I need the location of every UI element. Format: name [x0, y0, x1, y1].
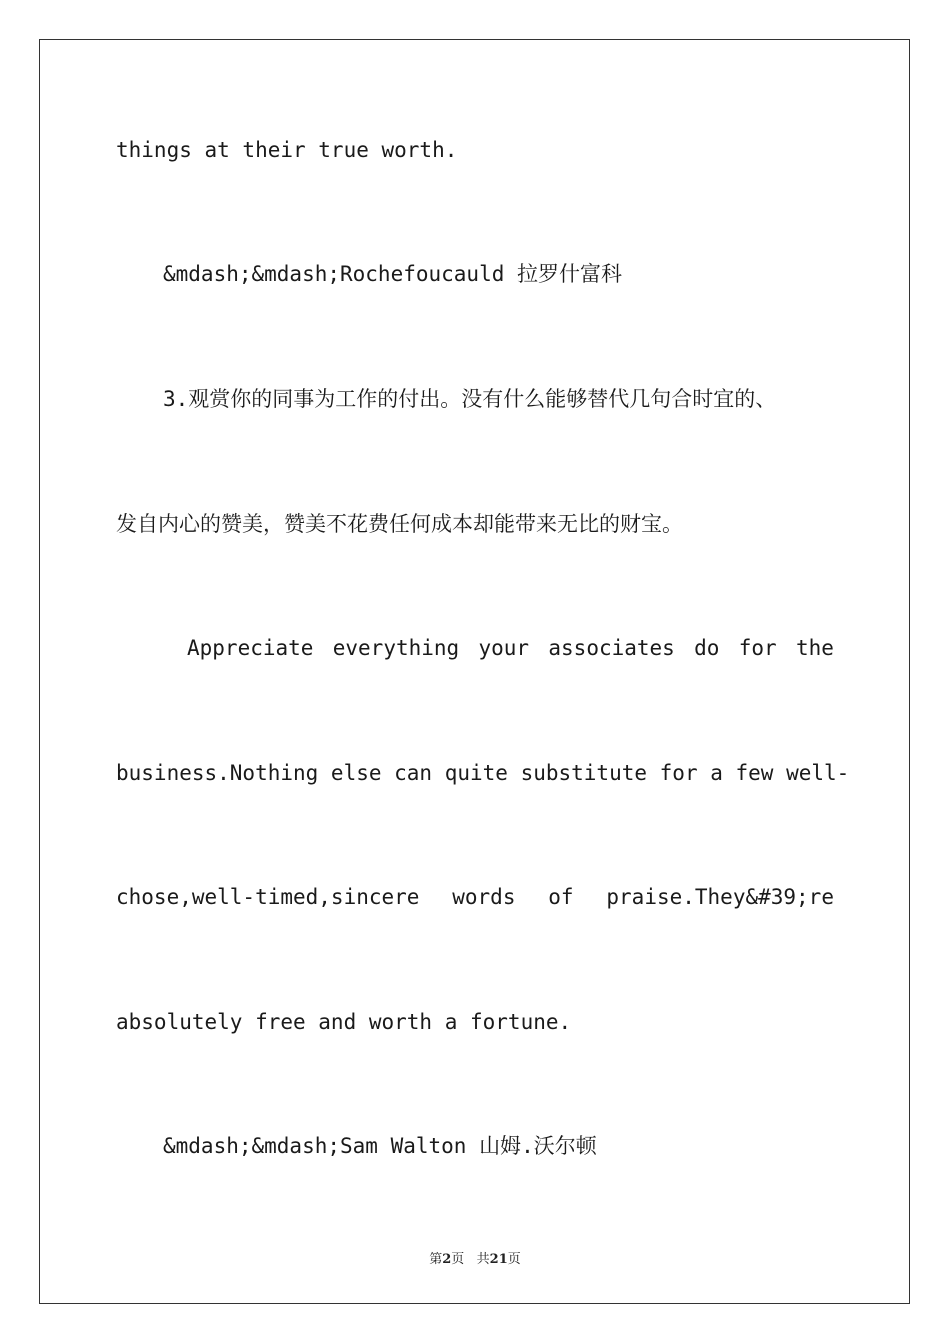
word: words [452, 885, 516, 909]
page-footer [0, 1248, 950, 1267]
word: for [738, 636, 777, 660]
current-page-number: 2 [442, 1252, 452, 1267]
footer-suffix: 页 [507, 1252, 521, 1267]
word: your [478, 636, 530, 660]
page-frame [39, 39, 910, 1304]
word: of [548, 885, 574, 909]
word: praise.They&#39;re [606, 885, 834, 909]
footer-mid: 页 共 [451, 1252, 490, 1267]
total-page-count: 21 [489, 1252, 508, 1267]
text-line: things at their true worth. [116, 138, 458, 162]
justified-text-line [187, 634, 834, 662]
word: chose,well-timed,sincere [116, 885, 420, 909]
word: Appreciate [187, 636, 314, 660]
word: do [694, 636, 720, 660]
attribution-line: &mdash;&mdash;Sam Walton 山姆.沃尔顿 [163, 1134, 597, 1158]
text-line: absolutely free and worth a fortune. [116, 1010, 572, 1034]
word: associates [548, 636, 675, 660]
text-line: 发自内心的赞美，赞美不花费任何成本却能带来无比的财宝。 [116, 512, 683, 536]
attribution-line: &mdash;&mdash;Rochefoucauld 拉罗什富科 [163, 262, 623, 286]
justified-text-line [116, 883, 834, 911]
text-line: 3.观赏你的同事为工作的付出。没有什么能够替代几句合时宜的、 [163, 387, 777, 411]
text-line: business.Nothing else can quite substitute for a few well- [116, 761, 850, 785]
footer-prefix: 第 [429, 1252, 443, 1267]
word: everything [332, 636, 460, 660]
word: the [796, 636, 834, 660]
